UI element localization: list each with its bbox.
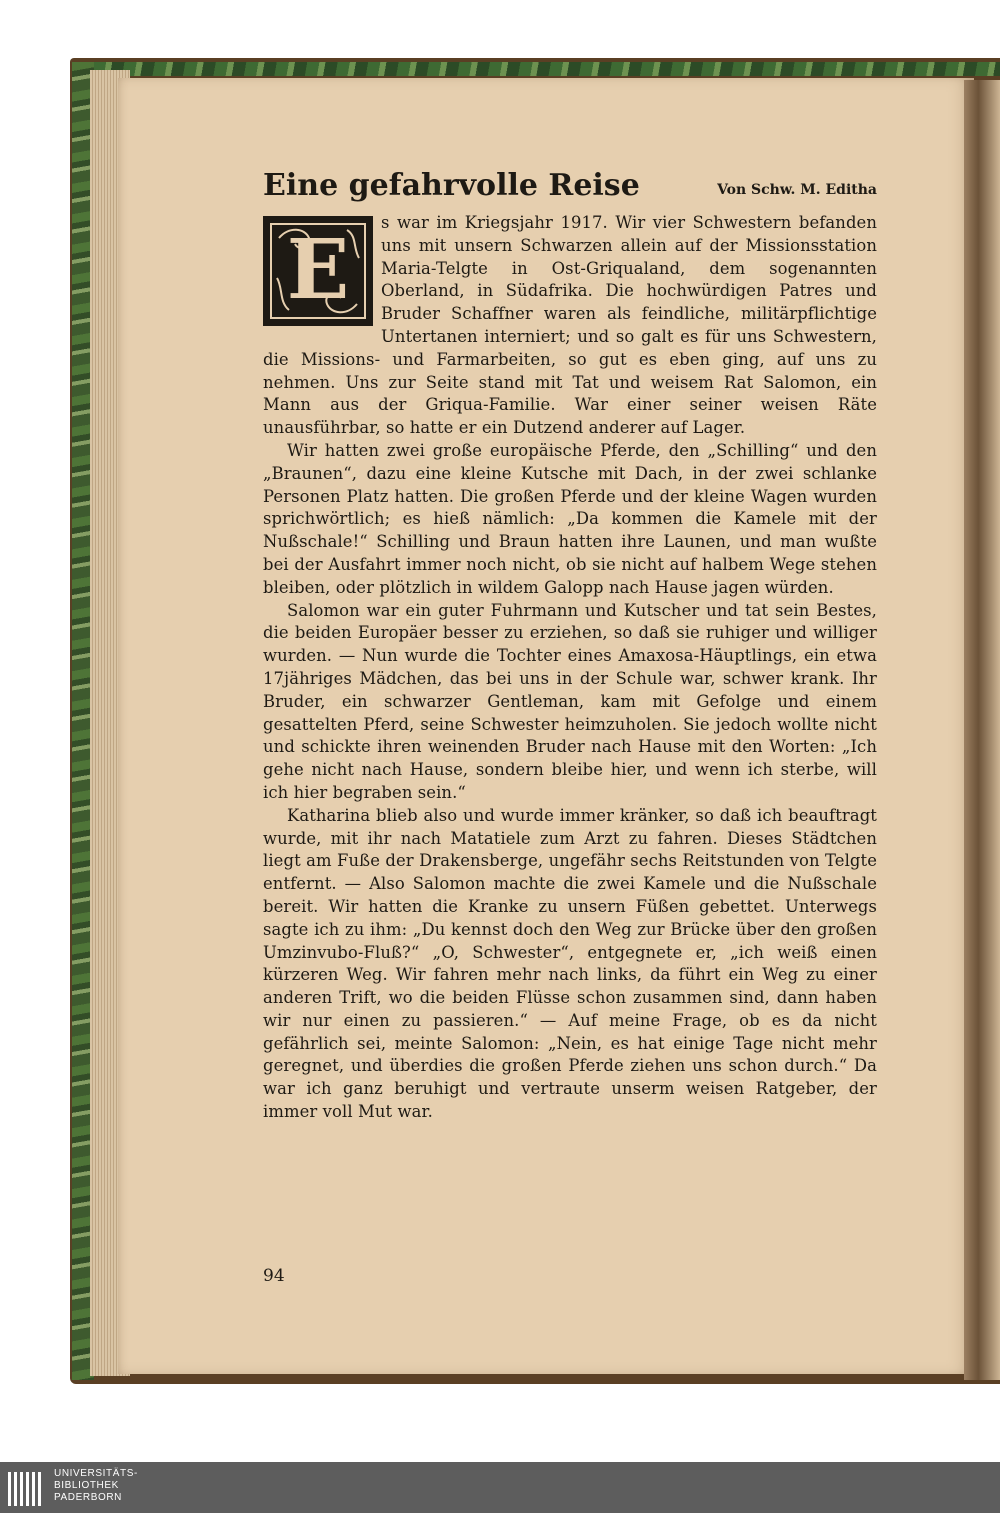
library-name — [54, 1468, 138, 1504]
paragraph-4: Katharina blieb also und wurde immer kränker, so daß ich beauftragt wurde, mit ihr nach Matatiele zum Arzt zu fahren. Dieses Städtchen liegt am Fuße der Drakensberge, ungefähr sechs Reitstunden von Telgte entfernt. — Also Salomon machte die zwei Kamele und die Nußschale bereit. Wir hatten die Kranke zu unsern Füßen gebettet. Unterwegs sagte ich zu ihm: „Du kennst doch den Weg zur Brücke über den großen Umzinvubo-Fluß?“ „O, Schwester“, entgegnete er, „ich weiß einen kürzeren Weg. Wir fahren mehr nach links, da führt ein Weg zu einer anderen Trift, wo die beiden Flüsse schon zusammen sind, dann haben wir nur einen zu passieren.“ — Auf meine Frage, ob es da nicht gefährlich sei, meinte Salomon: „Nein, es hat einige Tage nicht mehr geregnet, und überdies die großen Pferde ziehen uns schon durch.“ Da war ich ganz beruhigt und vertraute unserm weisen Ratgeber, der immer voll Mut war. — [263, 805, 877, 1122]
paragraph-1: s war im Kriegsjahr 1917. Wir vier Schwestern befanden uns mit unsern Schwarzen allein auf der Missionsstation Maria-Telgte in Ost-Griqualand, dem sogenannten Oberland, in Südafrika. Die hochwürdigen Patres und Bruder Schaffner waren als feindliche, militärpflichtige Untertanen interniert; und so galt es für uns Schwestern, die Missions- und Farmarbeiten, so gut es eben ging, auf uns zu nehmen. Uns zur Seite stand mit Tat und weisem Rat Salomon, ein Mann aus der Griqua-Familie. War einer seiner weisen Räte unausführbar, so hatte er ein Dutzend anderer auf Lager. — [263, 213, 877, 438]
article-byline: Von Schw. M. Editha — [717, 182, 877, 198]
article — [263, 168, 877, 1124]
library-logo-icon — [8, 1472, 44, 1506]
dropcap-initial — [263, 216, 373, 326]
dropcap-letter: E — [286, 222, 350, 318]
paragraph-2: Wir hatten zwei große europäische Pferde, den „Schilling“ und den „Braunen“, dazu eine kleine Kutsche mit Dach, in der zwei schlanke Personen Platz hatten. Die großen Pferde und der kleine Wagen wurden sprichwörtlich; es hieß nämlich: „Da kommen die Kamele mit der Nußschale!“ Schilling und Braun hatten ihre Launen, und man wußte bei der Ausfahrt immer noch nicht, ob sie nicht auf halbem Wege stehen bleiben, oder plötzlich in wildem Galopp nach Hause jagen würden. — [263, 440, 877, 597]
page-gutter — [964, 80, 1000, 1380]
library-name-line-2: BIBLIOTHEK — [54, 1480, 119, 1491]
paragraph-3: Salomon war ein guter Fuhrmann und Kutscher und tat sein Bestes, die beiden Europäer besser zu erziehen, so daß sie ruhiger und williger wurden. — Nun wurde die Tochter eines Amaxosa-Häuptlings, ein etwa 17jähriges Mädchen, das bei uns in der Schule war, schwer krank. Ihr Bruder, ein schwarzer Gentleman, kam mit Gefolge und einem gesattelten Pferd, seine Schwester heimzuholen. Sie jedoch wollte nicht und schickte ihren weinenden Bruder nach Hause mit den Worten: „Ich gehe nicht nach Hause, sondern bleibe hier, und wenn ich sterbe, will ich hier begraben sein.“ — [263, 600, 877, 802]
library-name-line-1: UNIVERSITÄTS- — [54, 1468, 138, 1479]
page-number: 94 — [263, 1266, 285, 1286]
marbled-top-edge — [94, 62, 1000, 76]
library-footer — [0, 1462, 1000, 1513]
article-body — [263, 212, 877, 1124]
article-title: Eine gefahrvolle Reise — [263, 168, 640, 203]
library-name-line-3: PADERBORN — [54, 1492, 123, 1503]
title-row — [263, 168, 877, 212]
